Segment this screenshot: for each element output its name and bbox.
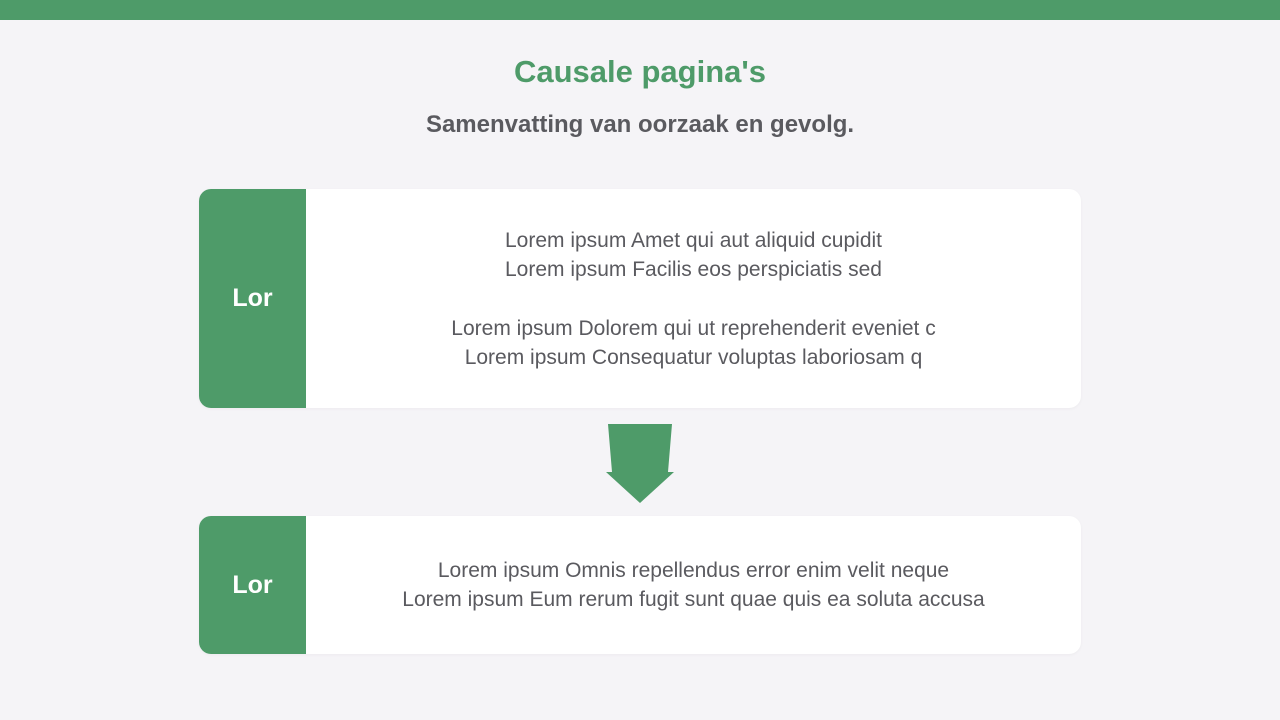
cause-text-line: Lorem ipsum Amet qui aut aliquid cupidit bbox=[504, 228, 883, 252]
cause-text-group bbox=[451, 314, 935, 372]
cause-text-line: Lorem ipsum Facilis eos perspiciatis sed bbox=[505, 257, 882, 281]
page-title: Causale pagina's bbox=[513, 54, 767, 89]
page-subtitle: Samenvatting van oorzaak en gevolg. bbox=[425, 111, 855, 138]
cause-text-group bbox=[505, 226, 882, 284]
down-arrow-icon bbox=[606, 424, 674, 504]
effect-text-group bbox=[402, 556, 984, 614]
cause-card-tab: Lor bbox=[199, 189, 306, 408]
effect-text-line: Lorem ipsum Eum rerum fugit sunt quae quis ea soluta accusa bbox=[402, 588, 985, 611]
top-accent-bar bbox=[0, 0, 1280, 20]
effect-card-tab: Lor bbox=[199, 516, 306, 654]
effect-card bbox=[199, 516, 1081, 654]
cause-card bbox=[199, 189, 1081, 408]
effect-card-body bbox=[306, 516, 1081, 654]
cause-text-line: Lorem ipsum Consequatur voluptas laboriosam q bbox=[464, 345, 923, 369]
effect-text-line: Lorem ipsum Omnis repellendus error enim velit neque bbox=[437, 559, 950, 582]
cause-card-body bbox=[306, 189, 1081, 408]
cause-text-line: Lorem ipsum Dolorem qui ut reprehenderit eveniet c bbox=[451, 316, 936, 340]
